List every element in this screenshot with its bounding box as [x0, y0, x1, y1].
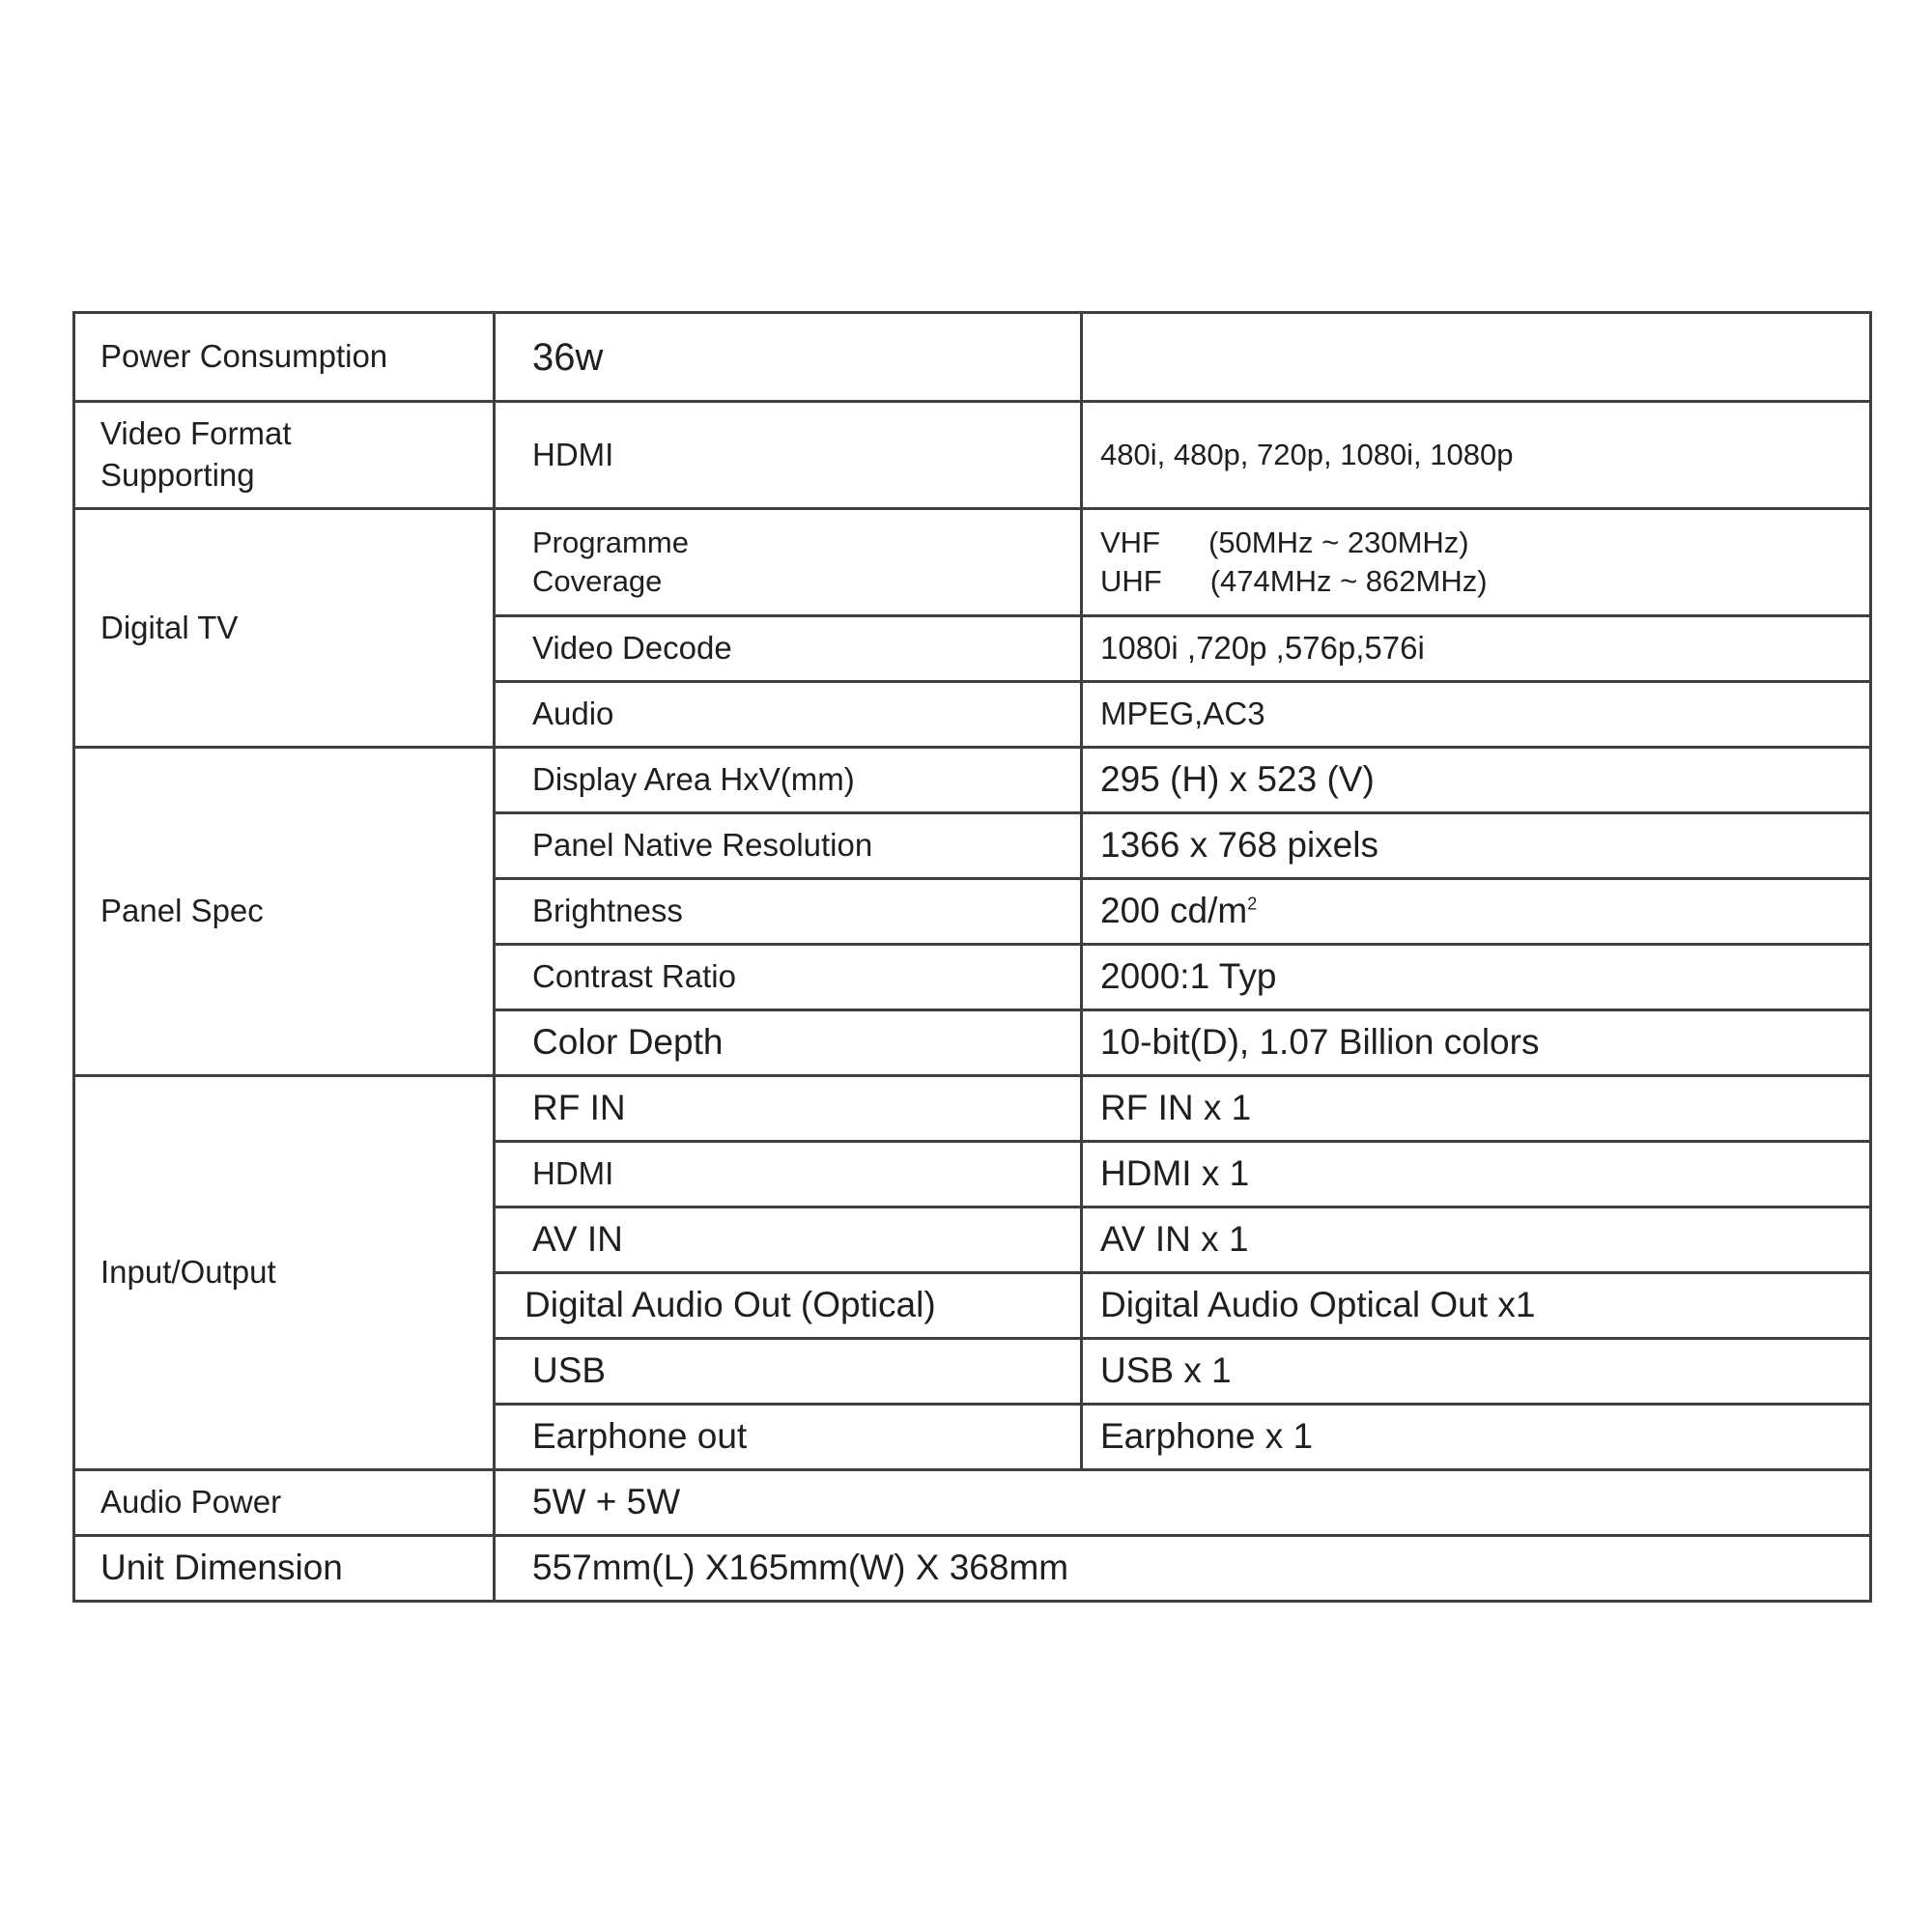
color-depth-sub: Color Depth: [495, 1010, 1082, 1076]
brightness-sub: Brightness: [495, 879, 1082, 945]
programme-coverage-sub: [495, 509, 1082, 616]
contrast-sub: Contrast Ratio: [495, 945, 1082, 1010]
row-unit-dimension: [74, 1536, 1871, 1602]
vhf-band: VHF: [1100, 525, 1160, 559]
hdmi-sub: HDMI: [495, 1142, 1082, 1208]
unit-dimension-value: 557mm(L) X165mm(W) X 368mm: [495, 1536, 1871, 1602]
spec-table: [72, 311, 1872, 1603]
uhf-band: UHF: [1100, 564, 1162, 598]
row-rf-in: [74, 1076, 1871, 1142]
video-format-label-line1: Video Format: [100, 415, 292, 452]
row-audio-power: [74, 1470, 1871, 1536]
row-programme-coverage: [74, 509, 1871, 616]
native-resolution-sub: Panel Native Resolution: [495, 813, 1082, 879]
hdmi-value: HDMI x 1: [1082, 1142, 1871, 1208]
programme-coverage-value: [1082, 509, 1871, 616]
audio-power-value: 5W + 5W: [495, 1470, 1871, 1536]
contrast-value: 2000:1 Typ: [1082, 945, 1871, 1010]
video-decode-sub: Video Decode: [495, 616, 1082, 682]
brightness-unit-superscript: 2: [1247, 895, 1258, 915]
audio-power-label: Audio Power: [74, 1470, 495, 1536]
uhf-range: (474MHz ~ 862MHz): [1209, 564, 1488, 598]
rf-in-sub: RF IN: [495, 1076, 1082, 1142]
programme-coverage-line2: Coverage: [532, 564, 663, 598]
vhf-line: [1100, 524, 1869, 562]
video-format-label-line2: Supporting: [100, 457, 255, 493]
power-consumption-label: Power Consumption: [74, 313, 495, 402]
brightness-number: 200 cd/m: [1100, 891, 1248, 931]
earphone-value: Earphone x 1: [1082, 1405, 1871, 1470]
av-in-value: AV IN x 1: [1082, 1208, 1871, 1273]
usb-value: USB x 1: [1082, 1339, 1871, 1405]
digital-audio-out-value: Digital Audio Optical Out x1: [1082, 1273, 1871, 1339]
row-power-consumption: [74, 313, 1871, 402]
power-consumption-empty: [1082, 313, 1871, 402]
vhf-range: (50MHz ~ 230MHz): [1208, 525, 1469, 559]
panel-spec-label: Panel Spec: [74, 748, 495, 1076]
native-resolution-value: 1366 x 768 pixels: [1082, 813, 1871, 879]
video-format-value: 480i, 480p, 720p, 1080i, 1080p: [1082, 402, 1871, 509]
row-display-area: [74, 748, 1871, 813]
color-depth-value: 10-bit(D), 1.07 Billion colors: [1082, 1010, 1871, 1076]
audio-value: MPEG,AC3: [1082, 682, 1871, 748]
audio-sub: Audio: [495, 682, 1082, 748]
digital-tv-label: Digital TV: [74, 509, 495, 748]
video-format-sub: HDMI: [495, 402, 1082, 509]
input-output-label: Input/Output: [74, 1076, 495, 1470]
display-area-sub: Display Area HxV(mm): [495, 748, 1082, 813]
usb-sub: USB: [495, 1339, 1082, 1405]
rf-in-value: RF IN x 1: [1082, 1076, 1871, 1142]
row-video-format: [74, 402, 1871, 509]
digital-audio-out-sub: Digital Audio Out (Optical): [495, 1273, 1082, 1339]
video-decode-value: 1080i ,720p ,576p,576i: [1082, 616, 1871, 682]
video-format-label: [74, 402, 495, 509]
power-consumption-value: 36w: [495, 313, 1082, 402]
unit-dimension-label: Unit Dimension: [74, 1536, 495, 1602]
earphone-sub: Earphone out: [495, 1405, 1082, 1470]
brightness-value: [1082, 879, 1871, 945]
programme-coverage-line1: Programme: [532, 525, 689, 559]
uhf-line: [1100, 562, 1869, 601]
av-in-sub: AV IN: [495, 1208, 1082, 1273]
display-area-value: 295 (H) x 523 (V): [1082, 748, 1871, 813]
